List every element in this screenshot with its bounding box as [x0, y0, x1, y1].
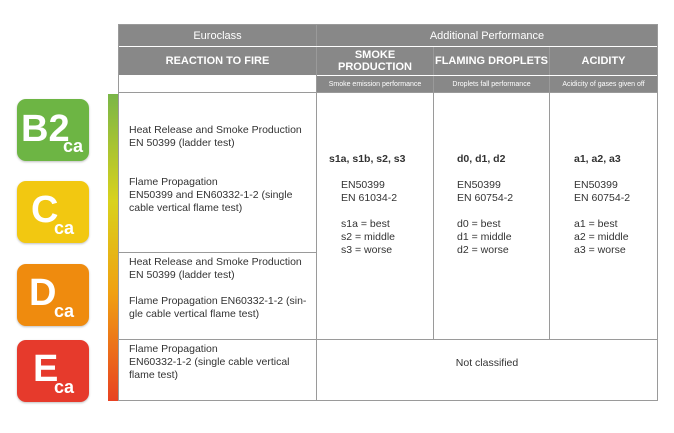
class-badge-main: D	[29, 272, 57, 314]
criteria-flame-propagation: Flame Propagation	[129, 176, 218, 188]
spacer	[329, 205, 433, 218]
smoke-middle: s2 = middle	[341, 231, 395, 243]
class-badge-eca	[17, 340, 89, 402]
class-badge-sub: ca	[63, 136, 84, 156]
spacer	[329, 166, 433, 179]
criteria-flame-standard: EN60332-1-2 (single cable vertical	[129, 356, 290, 368]
class-badge-sub: ca	[54, 301, 75, 321]
criteria-flame-standard: EN50399 and EN60332-1-2 (single	[129, 189, 293, 201]
criteria-flame-propagation: Flame Propagation EN60332-1-2 (sin-	[129, 295, 307, 307]
acidity-standard-2: EN 60754-2	[574, 192, 631, 204]
criteria-ladder-test: EN 50399 (ladder test)	[129, 269, 235, 281]
divider	[119, 46, 657, 47]
criteria-heat-release: Heat Release and Smoke Production	[129, 256, 302, 268]
header-smoke-production: SMOKE PRODUCTION	[317, 47, 433, 75]
smoke-worse: s3 = worse	[341, 244, 393, 256]
row-e-criteria	[129, 343, 314, 382]
class-badge-main: C	[31, 189, 59, 231]
acidity-classes: a1, a2, a3	[574, 153, 621, 165]
header-euroclass: Euroclass	[119, 25, 316, 46]
spacer	[129, 163, 314, 176]
header-additional-performance: Additional Performance	[317, 25, 657, 46]
droplets-middle: d1 = middle	[457, 231, 512, 243]
criteria-heat-release: Heat Release and Smoke Production	[129, 124, 302, 136]
header-smoke-sub: Smoke emission performance	[317, 76, 433, 92]
acidity-standard-1: EN50399	[574, 179, 618, 191]
droplets-standard-2: EN 60754-2	[457, 192, 514, 204]
criteria-flame-test: gle cable vertical flame test)	[129, 308, 260, 320]
divider	[119, 252, 316, 253]
spacer	[129, 282, 314, 295]
droplets-standard-1: EN50399	[457, 179, 501, 191]
spacer	[574, 205, 657, 218]
class-badge-main: E	[33, 348, 59, 390]
row-b2c-criteria	[129, 124, 314, 215]
spacer	[574, 166, 657, 179]
spacer	[457, 205, 549, 218]
class-badge-main: B2	[21, 108, 70, 150]
acidity-worse: a3 = worse	[574, 244, 626, 256]
class-badge-b2ca	[17, 99, 89, 161]
divider	[119, 92, 657, 93]
smoke-best: s1a = best	[341, 218, 390, 230]
droplets-worse: d2 = worse	[457, 244, 509, 256]
criteria-flame-propagation: Flame Propagation	[129, 343, 218, 355]
header-reaction-to-fire: REACTION TO FIRE	[119, 47, 316, 75]
criteria-flame-test: flame test)	[129, 369, 179, 381]
not-classified: Not classified	[455, 357, 519, 369]
smoke-standard-1: EN50399	[341, 179, 385, 191]
header-flaming-droplets: FLAMING DROPLETS	[434, 47, 549, 75]
spacer	[129, 150, 314, 163]
class-badge-sub: ca	[54, 218, 75, 238]
divider	[433, 47, 434, 339]
droplets-best: d0 = best	[457, 218, 501, 230]
spacer	[457, 166, 549, 179]
header-acidity: ACIDITY	[550, 47, 657, 75]
divider	[317, 75, 657, 76]
criteria-flame-test: cable vertical flame test)	[129, 202, 243, 214]
acidity-column	[574, 153, 657, 257]
header-acidity-sub: Acidicity of gases given off	[550, 76, 657, 92]
smoke-column	[329, 153, 433, 257]
class-badge-dca	[17, 264, 89, 326]
smoke-classes: s1a, s1b, s2, s3	[329, 153, 406, 165]
divider	[549, 47, 550, 339]
class-badge-sub: ca	[54, 377, 75, 397]
acidity-middle: a2 = middle	[574, 231, 629, 243]
acidity-best: a1 = best	[574, 218, 618, 230]
classification-gradient-bar	[108, 94, 118, 401]
criteria-ladder-test: EN 50399 (ladder test)	[129, 137, 235, 149]
droplets-classes: d0, d1, d2	[457, 153, 506, 165]
class-badge-cca	[17, 181, 89, 243]
droplets-column	[457, 153, 549, 257]
divider	[316, 25, 317, 400]
divider	[119, 339, 657, 340]
header-droplets-sub: Droplets fall performance	[434, 76, 549, 92]
smoke-standard-2: EN 61034-2	[341, 192, 398, 204]
row-d-criteria	[129, 256, 314, 321]
